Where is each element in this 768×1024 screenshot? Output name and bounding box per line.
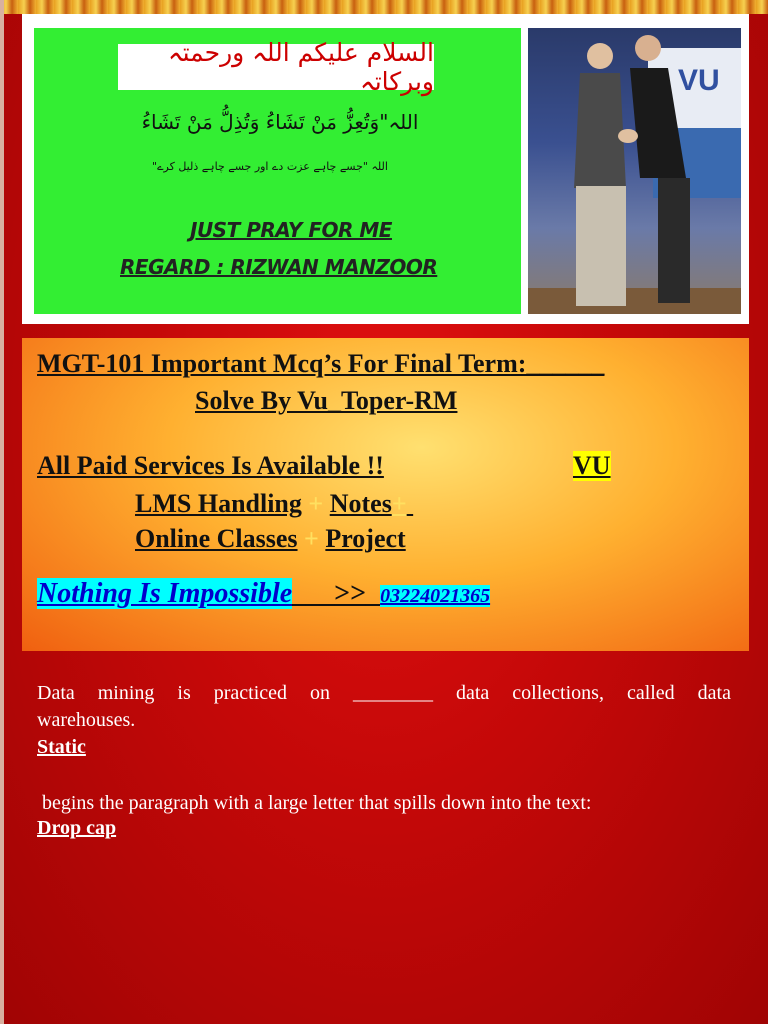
mcq-2-question: begins the paragraph with a large letter that spills down into the text: — [37, 792, 592, 814]
page-title: MGT-101 Important Mcq’s For Final Term:______ — [37, 349, 605, 378]
services-line-2 — [135, 524, 406, 554]
salam-text: السلام علیکم اللہ ورحمتہ وبرکاتہ — [118, 44, 434, 90]
photo-screen-text: VU — [678, 64, 720, 97]
left-edge — [0, 0, 4, 1024]
pray-text: JUST PRAY FOR ME — [190, 218, 392, 242]
mcq-1-question-line-1: Data mining is practiced on ________ data collections, called data — [37, 682, 731, 704]
arrow-text: ___>>_ — [292, 578, 381, 609]
mcq-1-answer: Static — [37, 736, 86, 758]
top-border-strip — [0, 0, 768, 14]
contact-line — [37, 578, 490, 610]
page-subtitle: Solve By Vu_Toper-RM — [195, 386, 458, 415]
award-photo — [528, 28, 741, 314]
mcq-1-question-line-2: warehouses. — [37, 709, 136, 731]
mcq-2-answer: Drop cap — [37, 817, 117, 839]
translation-text: اللہ "جسے چاہے عزت دے اور جسے چاہے ذلیل کرے" — [152, 160, 388, 173]
slogan-text: Nothing Is Impossible — [37, 578, 293, 609]
plus-sign: + — [308, 489, 324, 518]
plus-sign: + — [304, 524, 319, 553]
verse-text: اللہ"وَتُعِزُّ مَنْ تَشَاءُ وَتُذِلُّ مَنْ تَشَاءُ — [141, 110, 419, 134]
vu-badge: VU — [573, 451, 611, 480]
services-line-1 — [135, 489, 413, 519]
project-service: Project — [325, 524, 406, 553]
notes-service: Notes — [329, 489, 392, 518]
services-text: All Paid Services Is Available !! — [37, 451, 384, 480]
online-classes-service: Online Classes — [135, 524, 298, 553]
lms-service: LMS Handling — [135, 489, 302, 518]
regard-text: REGARD : RIZWAN MANZOOR — [120, 255, 438, 279]
phone-number[interactable]: 03224021365 — [380, 585, 491, 607]
photo-illustration — [528, 28, 741, 314]
plus-sign: + — [391, 489, 407, 518]
